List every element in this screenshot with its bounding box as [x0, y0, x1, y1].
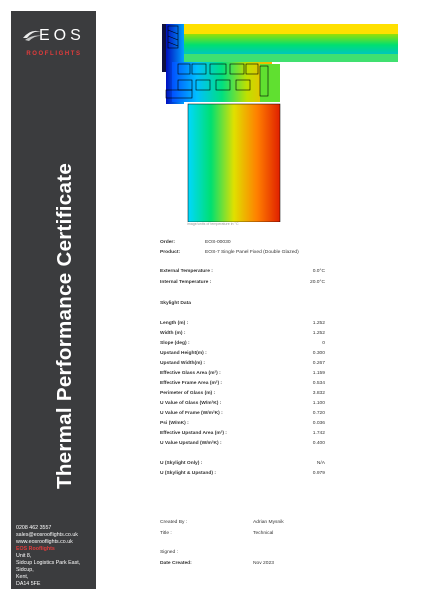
logo-subtitle: ROOFLIGHTS — [26, 51, 82, 57]
phone: 0208 462 3557 — [16, 525, 52, 531]
external-temp-value: 0.0°C — [312, 269, 325, 274]
skylight-row — [160, 431, 385, 439]
skylight-row — [160, 331, 385, 339]
skylight-row-label: Upstand Width(m) : — [160, 361, 206, 366]
skylight-row-value: 0 — [322, 341, 325, 346]
skylight-row-value: 1.159 — [312, 371, 325, 376]
skylight-row — [160, 391, 385, 399]
date-created-label: Date Created: — [160, 561, 192, 566]
upstand — [188, 104, 280, 222]
glazing-lower-band — [184, 54, 398, 62]
skylight-row-label: U Value Upstand (W/m²K) : — [160, 441, 222, 446]
address-line: Kent, — [16, 574, 29, 580]
created-by-label: Created By : — [160, 520, 188, 525]
skylight-row — [160, 381, 385, 389]
skylight-row — [160, 351, 385, 359]
skylight-row-label: Width (m) : — [160, 331, 186, 336]
skylight-row-label: Upstand Height(m) : — [160, 351, 207, 356]
email-sales[interactable]: sales@eosrooflights.co.uk — [16, 532, 78, 538]
title-row — [160, 531, 385, 539]
document-title: Thermal Performance Certificate — [53, 162, 76, 489]
date-created-row — [160, 561, 385, 569]
skylight-row-label: U Value of Frame (W/m²K) : — [160, 411, 223, 416]
signed-row — [160, 550, 385, 558]
skylight-row — [160, 361, 385, 369]
u-skylight-upstand-value: 0.979 — [312, 471, 325, 476]
address-line: Unit 8, — [16, 553, 32, 559]
internal-temp-value: 20.0°C — [309, 280, 325, 285]
website-link[interactable]: www.eosrooflights.co.uk — [16, 539, 73, 545]
glazing-upper-band — [184, 24, 398, 34]
title-value: Technical — [253, 531, 274, 536]
skylight-row-value: 1.742 — [312, 431, 325, 436]
u-skylight-upstand-label: U (Skylight & Upstand) : — [160, 471, 216, 476]
u-skylight-upstand-row — [160, 471, 385, 479]
skylight-row-value: 1.252 — [312, 331, 325, 336]
skylight-heading-row — [160, 301, 385, 309]
skylight-row-value: 0.720 — [312, 411, 325, 416]
skylight-row-value: 0.534 — [312, 381, 325, 386]
skylight-row-label: Psi (W/mK) : — [160, 421, 189, 426]
eos-logo — [17, 18, 91, 62]
internal-temp-row — [160, 280, 385, 288]
skylight-row — [160, 371, 385, 379]
contact-block — [16, 525, 96, 588]
frame-core — [172, 62, 272, 102]
skylight-row — [160, 341, 385, 349]
skylight-row — [160, 441, 385, 449]
frame-glazing-bead — [260, 64, 280, 102]
skylight-row — [160, 411, 385, 419]
sidebar — [11, 11, 96, 589]
company-name: EOS Rooflights — [16, 546, 55, 552]
product-label: Product: — [160, 250, 181, 255]
address-line: DA14 5FE — [16, 581, 41, 587]
skylight-row-label: Effective Upstand Area (m²) : — [160, 431, 227, 436]
skylight-row-value: 0.400 — [312, 441, 325, 446]
created-by-value: Adrian Mysnik — [253, 520, 284, 525]
skylight-row-label: Slope (deg) : — [160, 341, 190, 346]
product-row — [160, 250, 385, 258]
skylight-heading: Skylight Data — [160, 301, 191, 306]
skylight-row-value: 0.300 — [312, 351, 325, 356]
eos-logo-mark — [17, 18, 91, 48]
u-skylight-only-label: U (Skylight Only) : — [160, 461, 203, 466]
skylight-row-value: 3.832 — [312, 391, 325, 396]
skylight-row — [160, 421, 385, 429]
skylight-row — [160, 401, 385, 409]
logo-text: EOS — [39, 27, 85, 44]
external-temp-row — [160, 269, 385, 277]
address-line: Sidcup, — [16, 567, 34, 573]
product-value: EOS-7 Single Panel Fixed (Double Glazed) — [205, 250, 299, 255]
order-row — [160, 240, 385, 248]
internal-temp-label: Internal Temperature : — [160, 280, 212, 285]
address-line: Sidcup Logistics Park East, — [16, 560, 81, 566]
skylight-row-value: 0.267 — [312, 361, 325, 366]
created-by-row — [160, 520, 385, 528]
skylight-row-label: Perimeter of Glass (m) : — [160, 391, 216, 396]
date-created-value: Nov 2023 — [253, 561, 274, 566]
skylight-row-label: Effective Glass Area (m²) : — [160, 371, 221, 376]
skylight-row-label: Length (m) : — [160, 321, 189, 326]
skylight-row-label: U Value of Glass (W/m²K) : — [160, 401, 222, 406]
diagram-caption: image/units of temperature in °C — [187, 222, 239, 226]
skylight-row-value: 1.252 — [312, 321, 325, 326]
skylight-row-label: Effective Frame Area (m²) : — [160, 381, 223, 386]
external-temp-label: External Temperature : — [160, 269, 213, 274]
skylight-row-value: 1.100 — [312, 401, 325, 406]
skylight-row — [160, 321, 385, 329]
skylight-row-value: 0.036 — [312, 421, 325, 426]
title-label: Title : — [160, 531, 172, 536]
u-skylight-only-row — [160, 461, 385, 469]
order-label: Order: — [160, 240, 175, 245]
order-value: EOS-00030 — [205, 240, 231, 245]
frame-outer-edge — [162, 24, 166, 72]
u-skylight-only-value: N/A — [316, 461, 325, 466]
thermal-diagram — [160, 24, 398, 222]
signed-label: Signed : — [160, 550, 178, 555]
